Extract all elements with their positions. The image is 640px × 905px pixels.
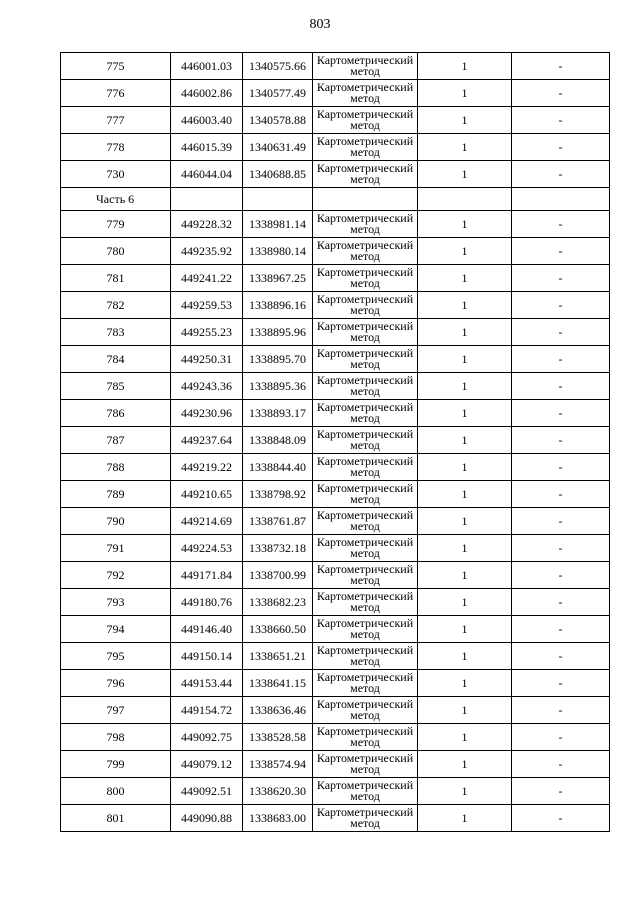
x-coordinate-cell: 449214.69 (171, 508, 243, 535)
x-coordinate-cell: 449241.22 (171, 265, 243, 292)
table-row (61, 805, 610, 832)
method-cell (313, 778, 418, 805)
dash-cell: - (512, 724, 610, 751)
dash-cell: - (512, 751, 610, 778)
accuracy-cell: 1 (418, 724, 512, 751)
accuracy-cell: 1 (418, 805, 512, 832)
dash-cell: - (512, 211, 610, 238)
page-number: 803 (309, 17, 331, 32)
y-coordinate-cell: 1338896.16 (243, 292, 313, 319)
method-cell (313, 562, 418, 589)
method-line-1: Картометрический (316, 427, 414, 441)
table-row (61, 80, 610, 107)
point-number-cell: 793 (61, 589, 171, 616)
method-line-1: Картометрический (316, 80, 414, 94)
point-number-cell: 783 (61, 319, 171, 346)
part-header-row (61, 188, 610, 211)
x-coordinate-cell: 449237.64 (171, 427, 243, 454)
method-line-1: Картометрический (316, 589, 414, 603)
y-coordinate-cell: 1338732.18 (243, 535, 313, 562)
method-line-2: метод (350, 465, 380, 479)
method-line-2: метод (350, 789, 380, 803)
method-line-2: метод (350, 546, 380, 560)
point-number-cell: 781 (61, 265, 171, 292)
point-number-cell: 789 (61, 481, 171, 508)
point-number-cell: 782 (61, 292, 171, 319)
method-cell (313, 508, 418, 535)
x-coordinate-cell: 449210.65 (171, 481, 243, 508)
accuracy-cell: 1 (418, 454, 512, 481)
method-line-2: метод (350, 438, 380, 452)
accuracy-cell: 1 (418, 292, 512, 319)
method-cell (313, 697, 418, 724)
point-number-cell: 784 (61, 346, 171, 373)
method-line-2: метод (350, 303, 380, 317)
method-line-1: Картометрический (316, 535, 414, 549)
point-number-cell: 779 (61, 211, 171, 238)
method-cell (313, 161, 418, 188)
method-line-1: Картометрический (316, 319, 414, 333)
table-row (61, 481, 610, 508)
table-row (61, 400, 610, 427)
table-row (61, 53, 610, 80)
method-cell (313, 805, 418, 832)
method-line-1: Картометрический (316, 373, 414, 387)
point-number-cell: 794 (61, 616, 171, 643)
method-line-1: Картометрический (316, 670, 414, 684)
accuracy-cell: 1 (418, 265, 512, 292)
y-coordinate-cell: 1338683.00 (243, 805, 313, 832)
point-number-cell: 780 (61, 238, 171, 265)
dash-cell: - (512, 589, 610, 616)
method-cell (313, 589, 418, 616)
point-number-cell: 777 (61, 107, 171, 134)
method-cell (313, 427, 418, 454)
accuracy-cell: 1 (418, 107, 512, 134)
method-line-2: метод (350, 762, 380, 776)
method-line-1: Картометрический (316, 805, 414, 819)
table-row (61, 161, 610, 188)
x-coordinate-cell: 449154.72 (171, 697, 243, 724)
y-coordinate-cell: 1340578.88 (243, 107, 313, 134)
dash-cell: - (512, 562, 610, 589)
method-line-1: Картометрический (316, 508, 414, 522)
dash-cell: - (512, 481, 610, 508)
point-number-cell: 791 (61, 535, 171, 562)
x-coordinate-cell: 449092.75 (171, 724, 243, 751)
x-coordinate-cell: 449090.88 (171, 805, 243, 832)
y-coordinate-cell: 1338844.40 (243, 454, 313, 481)
empty-cell (313, 188, 418, 211)
method-line-1: Картометрический (316, 134, 414, 148)
method-line-2: метод (350, 145, 380, 159)
method-cell (313, 643, 418, 670)
y-coordinate-cell: 1338893.17 (243, 400, 313, 427)
y-coordinate-cell: 1338798.92 (243, 481, 313, 508)
method-line-1: Картометрический (316, 697, 414, 711)
method-line-1: Картометрический (316, 161, 414, 175)
table-row (61, 589, 610, 616)
x-coordinate-cell: 449150.14 (171, 643, 243, 670)
y-coordinate-cell: 1340575.66 (243, 53, 313, 80)
dash-cell: - (512, 454, 610, 481)
dash-cell: - (512, 292, 610, 319)
method-line-1: Картометрический (316, 53, 414, 67)
point-number-cell: 785 (61, 373, 171, 400)
accuracy-cell: 1 (418, 643, 512, 670)
method-cell (313, 454, 418, 481)
method-cell (313, 616, 418, 643)
y-coordinate-cell: 1338981.14 (243, 211, 313, 238)
dash-cell: - (512, 805, 610, 832)
method-cell (313, 346, 418, 373)
empty-cell (171, 188, 243, 211)
dash-cell: - (512, 670, 610, 697)
x-coordinate-cell: 449228.32 (171, 211, 243, 238)
method-line-2: метод (350, 172, 380, 186)
dash-cell: - (512, 643, 610, 670)
dash-cell: - (512, 265, 610, 292)
dash-cell: - (512, 134, 610, 161)
table-row (61, 697, 610, 724)
method-cell (313, 535, 418, 562)
y-coordinate-cell: 1338651.21 (243, 643, 313, 670)
method-line-2: метод (350, 64, 380, 78)
method-line-2: метод (350, 735, 380, 749)
y-coordinate-cell: 1340688.85 (243, 161, 313, 188)
method-line-1: Картометрический (316, 107, 414, 121)
x-coordinate-cell: 449224.53 (171, 535, 243, 562)
x-coordinate-cell: 446003.40 (171, 107, 243, 134)
dash-cell: - (512, 238, 610, 265)
accuracy-cell: 1 (418, 778, 512, 805)
part-label-cell: Часть 6 (61, 188, 171, 211)
table-row (61, 238, 610, 265)
x-coordinate-cell: 449219.22 (171, 454, 243, 481)
method-cell (313, 319, 418, 346)
accuracy-cell: 1 (418, 161, 512, 188)
y-coordinate-cell: 1338636.46 (243, 697, 313, 724)
method-line-1: Картометрический (316, 643, 414, 657)
point-number-cell: 790 (61, 508, 171, 535)
y-coordinate-cell: 1338528.58 (243, 724, 313, 751)
x-coordinate-cell: 449153.44 (171, 670, 243, 697)
table-row (61, 670, 610, 697)
empty-cell (243, 188, 313, 211)
y-coordinate-cell: 1338848.09 (243, 427, 313, 454)
y-coordinate-cell: 1338574.94 (243, 751, 313, 778)
x-coordinate-cell: 449146.40 (171, 616, 243, 643)
x-coordinate-cell: 449092.51 (171, 778, 243, 805)
method-line-1: Картометрический (316, 211, 414, 225)
method-line-1: Картометрический (316, 238, 414, 252)
point-number-cell: 798 (61, 724, 171, 751)
method-line-2: метод (350, 249, 380, 263)
x-coordinate-cell: 449259.53 (171, 292, 243, 319)
point-number-cell: 795 (61, 643, 171, 670)
point-number-cell: 792 (61, 562, 171, 589)
x-coordinate-cell: 449079.12 (171, 751, 243, 778)
point-number-cell: 788 (61, 454, 171, 481)
dash-cell: - (512, 535, 610, 562)
accuracy-cell: 1 (418, 53, 512, 80)
table-row (61, 454, 610, 481)
point-number-cell: 786 (61, 400, 171, 427)
dash-cell: - (512, 400, 610, 427)
y-coordinate-cell: 1338980.14 (243, 238, 313, 265)
accuracy-cell: 1 (418, 616, 512, 643)
accuracy-cell: 1 (418, 508, 512, 535)
table-row (61, 211, 610, 238)
table-row (61, 724, 610, 751)
dash-cell: - (512, 373, 610, 400)
accuracy-cell: 1 (418, 751, 512, 778)
empty-cell (512, 188, 610, 211)
method-cell (313, 292, 418, 319)
x-coordinate-cell: 446001.03 (171, 53, 243, 80)
method-line-2: метод (350, 492, 380, 506)
method-line-2: метод (350, 276, 380, 290)
method-line-2: метод (350, 330, 380, 344)
dash-cell: - (512, 53, 610, 80)
method-line-1: Картометрический (316, 292, 414, 306)
x-coordinate-cell: 446002.86 (171, 80, 243, 107)
dash-cell: - (512, 616, 610, 643)
method-line-2: метод (350, 91, 380, 105)
table-row (61, 562, 610, 589)
method-line-1: Картометрический (316, 751, 414, 765)
accuracy-cell: 1 (418, 346, 512, 373)
accuracy-cell: 1 (418, 400, 512, 427)
dash-cell: - (512, 427, 610, 454)
point-number-cell: 776 (61, 80, 171, 107)
method-line-2: метод (350, 654, 380, 668)
y-coordinate-cell: 1338967.25 (243, 265, 313, 292)
dash-cell: - (512, 778, 610, 805)
dash-cell: - (512, 107, 610, 134)
accuracy-cell: 1 (418, 427, 512, 454)
method-line-1: Картометрический (316, 400, 414, 414)
y-coordinate-cell: 1338682.23 (243, 589, 313, 616)
point-number-cell: 730 (61, 161, 171, 188)
method-line-1: Картометрический (316, 481, 414, 495)
dash-cell: - (512, 161, 610, 188)
method-cell (313, 373, 418, 400)
accuracy-cell: 1 (418, 562, 512, 589)
point-number-cell: 787 (61, 427, 171, 454)
dash-cell: - (512, 697, 610, 724)
x-coordinate-cell: 446015.39 (171, 134, 243, 161)
method-line-2: метод (350, 708, 380, 722)
y-coordinate-cell: 1338641.15 (243, 670, 313, 697)
method-cell (313, 134, 418, 161)
table-row (61, 643, 610, 670)
point-number-cell: 799 (61, 751, 171, 778)
coordinates-table-body (61, 53, 610, 832)
x-coordinate-cell: 449171.84 (171, 562, 243, 589)
dash-cell: - (512, 319, 610, 346)
point-number-cell: 797 (61, 697, 171, 724)
method-line-1: Картометрический (316, 562, 414, 576)
method-line-1: Картометрический (316, 454, 414, 468)
dash-cell: - (512, 508, 610, 535)
method-line-2: метод (350, 118, 380, 132)
table-row (61, 134, 610, 161)
dash-cell: - (512, 346, 610, 373)
method-line-2: метод (350, 222, 380, 236)
point-number-cell: 801 (61, 805, 171, 832)
empty-cell (418, 188, 512, 211)
method-line-1: Картометрический (316, 265, 414, 279)
method-line-1: Картометрический (316, 778, 414, 792)
method-line-2: метод (350, 627, 380, 641)
method-cell (313, 265, 418, 292)
table-row (61, 292, 610, 319)
method-cell (313, 481, 418, 508)
method-line-2: метод (350, 357, 380, 371)
method-line-2: метод (350, 573, 380, 587)
y-coordinate-cell: 1340577.49 (243, 80, 313, 107)
table-row (61, 616, 610, 643)
method-line-2: метод (350, 384, 380, 398)
table-row (61, 107, 610, 134)
dash-cell: - (512, 80, 610, 107)
method-line-1: Картометрический (316, 724, 414, 738)
y-coordinate-cell: 1338620.30 (243, 778, 313, 805)
accuracy-cell: 1 (418, 373, 512, 400)
table-row (61, 346, 610, 373)
x-coordinate-cell: 449230.96 (171, 400, 243, 427)
table-row (61, 265, 610, 292)
y-coordinate-cell: 1338895.70 (243, 346, 313, 373)
table-row (61, 751, 610, 778)
x-coordinate-cell: 446044.04 (171, 161, 243, 188)
method-cell (313, 724, 418, 751)
point-number-cell: 775 (61, 53, 171, 80)
point-number-cell: 778 (61, 134, 171, 161)
table-row (61, 427, 610, 454)
accuracy-cell: 1 (418, 134, 512, 161)
accuracy-cell: 1 (418, 670, 512, 697)
x-coordinate-cell: 449255.23 (171, 319, 243, 346)
accuracy-cell: 1 (418, 238, 512, 265)
table-row (61, 373, 610, 400)
y-coordinate-cell: 1338660.50 (243, 616, 313, 643)
method-cell (313, 238, 418, 265)
method-line-2: метод (350, 681, 380, 695)
method-line-2: метод (350, 816, 380, 830)
point-number-cell: 800 (61, 778, 171, 805)
method-line-2: метод (350, 600, 380, 614)
method-line-2: метод (350, 411, 380, 425)
method-line-1: Картометрический (316, 616, 414, 630)
method-line-1: Картометрический (316, 346, 414, 360)
accuracy-cell: 1 (418, 80, 512, 107)
table-row (61, 508, 610, 535)
accuracy-cell: 1 (418, 589, 512, 616)
method-cell (313, 751, 418, 778)
table-row (61, 778, 610, 805)
method-cell (313, 53, 418, 80)
method-cell (313, 80, 418, 107)
accuracy-cell: 1 (418, 535, 512, 562)
x-coordinate-cell: 449250.31 (171, 346, 243, 373)
x-coordinate-cell: 449243.36 (171, 373, 243, 400)
method-line-2: метод (350, 519, 380, 533)
y-coordinate-cell: 1340631.49 (243, 134, 313, 161)
x-coordinate-cell: 449180.76 (171, 589, 243, 616)
y-coordinate-cell: 1338700.99 (243, 562, 313, 589)
accuracy-cell: 1 (418, 697, 512, 724)
y-coordinate-cell: 1338761.87 (243, 508, 313, 535)
coordinates-table (60, 52, 610, 832)
method-cell (313, 211, 418, 238)
accuracy-cell: 1 (418, 211, 512, 238)
y-coordinate-cell: 1338895.96 (243, 319, 313, 346)
accuracy-cell: 1 (418, 319, 512, 346)
accuracy-cell: 1 (418, 481, 512, 508)
method-cell (313, 107, 418, 134)
y-coordinate-cell: 1338895.36 (243, 373, 313, 400)
table-row (61, 319, 610, 346)
table-row (61, 535, 610, 562)
method-cell (313, 400, 418, 427)
method-cell (313, 670, 418, 697)
x-coordinate-cell: 449235.92 (171, 238, 243, 265)
point-number-cell: 796 (61, 670, 171, 697)
